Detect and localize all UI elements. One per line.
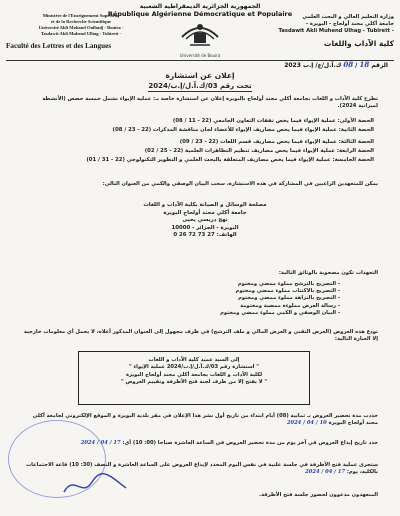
lot-item: الحصة الرابعة: عملية الإيواء فيما يخص مصاريف تنظيم التظاهرات العلمية (22 - 25 / 02) — [144, 148, 374, 154]
address-line: جامعة أكلي محند أولحاج البويرة — [163, 209, 247, 216]
opening-text: ستجرى عملية فتح الأظرفة في جلسة علنية في نفس اليوم المحدد لإيداع العروض على الساعة العاشرة و النصف (30: 10) قاعة الاجتماعات بالكلية، يوم: — [25, 462, 378, 475]
closing-paragraph: المتعهدون مدعوون لحضور جلسة فتح الأظرفة. — [259, 492, 378, 498]
envelope-line: " لا يفتح إلا من طرف لجنة فتح الأظرفة وتقييم العروض " — [120, 378, 268, 385]
lot-item: الحصة الأولى: عملية الإيواء فيما يخص نفقات التعاون الجامعي (22 - 11 / 08) — [172, 118, 374, 124]
faculty-name: Faculté des Lettres et des Langues — [6, 42, 112, 50]
university-line-ar: جامعة أكلي محند أولحاج - البويرة - — [305, 21, 394, 27]
document-item: - التصريح بالاكتتاب مملوء ممضي ومختوم — [235, 288, 340, 295]
envelope-label-box — [78, 351, 310, 405]
university-line: Université Akli Mohand Oulhadj - Bouira - — [38, 25, 124, 30]
document-item: - البيان الوصفي و الكمي مملوء ممضي ومختوم — [220, 309, 340, 316]
duration-handwritten-date: 10 / 04 / 2024 — [286, 420, 327, 426]
reference-number: الرقم 18 / 08 ك.آ.ل/ع/ إ.ب 2023 — [284, 60, 388, 69]
address-line: مصلحة الوسائل و الصيانة بكلية الآداب و اللغات — [143, 202, 267, 208]
university-line-amazigh: Tasdawit Akli Muhend Ulhag - Tubirett - — [278, 28, 394, 34]
ministry-line: et de la Recherche Scientifique — [50, 19, 112, 24]
header-left-block — [6, 13, 156, 50]
document-item: - رسالة العرض مملوءة ممضية ومختومة — [240, 302, 340, 309]
university-logo — [176, 17, 224, 53]
duration-text: حددت مدة تحضير العروض بـ ثمانية (08) أيام ابتداء من تاريخ أول نشر هذا الإعلان في مقر بلدية البويرة و الموقع الإلكتروني لجامعة أكلي محند أولحاج البويرة — [32, 413, 378, 426]
announcement-number — [120, 82, 280, 90]
envelope-line: إلى السيد عميد كلية الآداب و اللغات — [148, 357, 240, 363]
reference-suffix: ك.آ.ل/ع/ إ.ب 2023 — [284, 62, 342, 69]
announcement-title: إعلان عن استشارة — [165, 71, 235, 80]
opening-handwritten-date: 17 / 04 / 2024 — [305, 469, 346, 475]
lot-item: الحصة الثانية: عملية الإيواء فيما يخص مصاريف الإيواء للأعضاء لجان مناقشة المذكرات (22 - 23 / 08) — [112, 127, 374, 133]
lot-item: الحصة الثالثة: عملية الإيواء فيما يخص مصاريف قسم اللغات (22 - 23 / 09) — [179, 139, 374, 145]
reference-handwritten-date: 08 — [343, 60, 354, 69]
ministry-line: Ministère de l'Enseignement Supérieur — [42, 13, 120, 18]
invitation-paragraph: يمكن للمتعهدين الراغبين في المشاركة في هذه الاستشارة، سحب البيان الوصفي والكمي من العنوان التالي: — [102, 181, 378, 187]
envelope-line: " استشارة رقم 03/ك.آ.ل/إ.ب/2024 عملية الإيواء " — [129, 364, 259, 371]
reference-label: الرقم — [371, 62, 388, 69]
lot-item: الحصة الخامسة: عملية الإيواء فيما يخص مصاريف المتعلقة بالبحث العلمي و التطوير التكنولوجي (22 - 31 / 01) — [86, 157, 374, 163]
logo-caption: Université de Bouira — [179, 53, 221, 58]
last-day-handwritten-date: 17 / 04 / 2024 — [80, 440, 121, 446]
header-right-block — [244, 14, 394, 48]
address-line: 10000 - البويرة - الجزائر — [171, 224, 239, 231]
address-line: نهج دريسي يحيى — [182, 217, 228, 223]
document-item: - التصريح بالترشح مملوء ممضي ومختوم — [237, 281, 340, 287]
address-phone: الهاتف: 27 73 72 26 0 — [173, 232, 237, 238]
envelope-line: لكلية الآداب و اللغات بجامعة أكلي محند أولحاج البويرة — [125, 371, 263, 378]
document-item: - التصريح بالنزاهة مملوء ممضي ومختوم — [238, 295, 340, 302]
faculty-name-ar: كلية الآداب واللغات — [323, 39, 394, 48]
intro-paragraph: تطرح كلية الآداب و اللغات بجامعة أكلي محند أولحاج بالبويرة إعلان عن استشارة خاصة بـ: عملية الإيواء تشمل خمسة حصص (الأنشطة لميزانية 2024). — [42, 96, 378, 109]
announcement-number-text: تحت رقم 03/ك.آ.ل/إ.ب/2024 — [148, 82, 252, 90]
ministry-line-ar: وزارة التعليم العالي و البحث العلمي — [302, 14, 394, 20]
republic-title-ar: الجمهورية الجزائرية الديمقراطية الشعبية — [139, 3, 261, 10]
signature-mark — [60, 470, 130, 500]
republic-title: République Algérienne Démocratique et Populaire — [107, 10, 293, 18]
reference-handwritten-number: 18 — [359, 60, 370, 69]
deposit-paragraph: تودع هذه العروض (العرض التقني و العرض المالي و ملف الترشح) في ظرف مجهول إلى العنوان المذكور أعلاه، لا يحمل أي معلومات خارجية إلا العبارة التالية: — [23, 329, 378, 342]
last-day-text: حدد تاريخ إيداع العروض في آخر يوم من مدة تحضير العروض في الساعة العاشرة صباحا (00: 10) أي: — [122, 440, 378, 446]
university-line-amazigh: Tasdawit Akli Muhend Ulhag - Tubirett - — [40, 31, 122, 36]
required-documents-list — [110, 281, 340, 317]
address-block — [120, 202, 290, 240]
docs-intro: التعهدات تكون مصحوبة بالوثائق التالية: — [278, 270, 378, 276]
